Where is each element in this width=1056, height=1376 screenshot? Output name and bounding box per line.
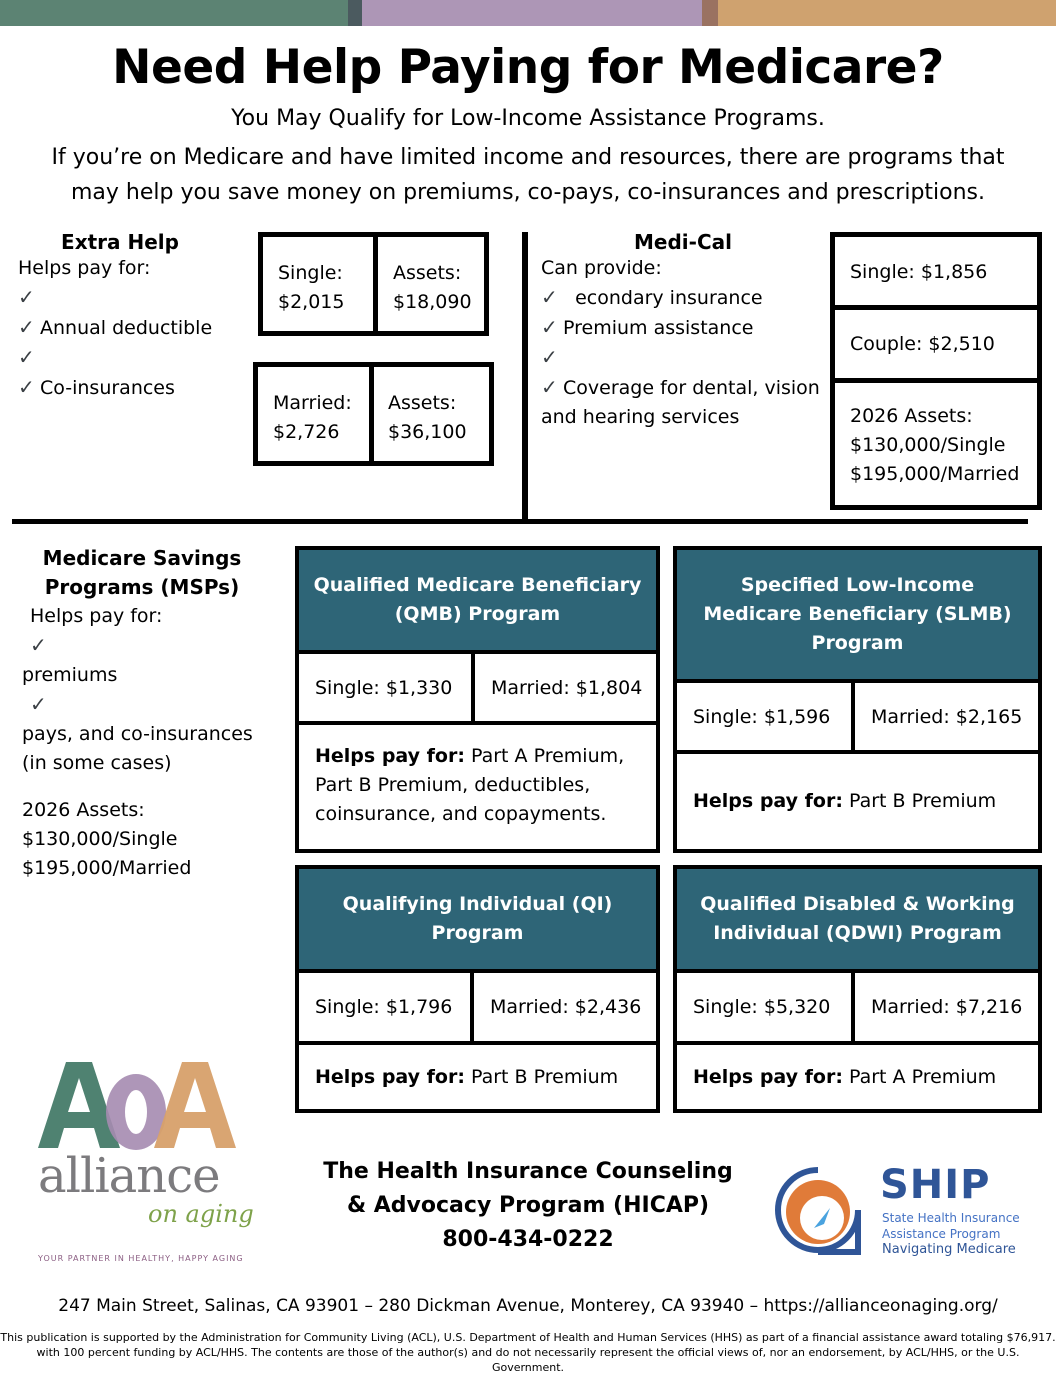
horizontal-divider [12, 519, 1028, 524]
msp-section [22, 544, 284, 883]
extra-help-single: Single: $2,015 [278, 262, 345, 313]
qmb-helps-pay-for: Helps pay for: Part A Premium, Part B Premium, deductibles, coinsurance, and copayments. [315, 744, 625, 825]
qi-program-card [295, 865, 660, 1113]
bar-green-segment [0, 0, 348, 26]
ship-tagline: Navigating Medicare [882, 1242, 1016, 1257]
hicap-phone[interactable]: 800-434-0222 [442, 1227, 614, 1252]
medi-cal-single: Single: $1,856 [850, 261, 988, 283]
slmb-income-row [677, 683, 1038, 754]
aoa-wordmark: alliance [38, 1148, 220, 1204]
msp-item: premiums [22, 664, 118, 686]
ship-compass-icon [774, 1166, 862, 1256]
qdwi-program-card [673, 865, 1042, 1113]
medi-cal-assets: 2026 Assets: $130,000/Single $195,000/Married [850, 405, 1020, 485]
msp-lead: Helps pay for: [30, 605, 163, 627]
qdwi-income-row [677, 973, 1038, 1045]
medi-cal-couple: Couple: $2,510 [850, 333, 995, 355]
slmb-helps-pay-for: Helps pay for: Part B Premium [693, 790, 997, 812]
qmb-program-card [295, 546, 660, 853]
check-icon: ✓ [18, 375, 35, 399]
ship-logo [774, 1160, 1044, 1260]
intro-line-1: If you’re on Medicare and have limited income and resources, there are programs that [51, 145, 1005, 170]
qi-married: Married: $2,436 [470, 973, 656, 1041]
extra-help-single-box [258, 232, 489, 336]
aoa-tagline: YOUR PARTNER IN HEALTHY, HAPPY AGING [38, 1254, 244, 1263]
extra-help-item: ✓ Annual deductible [18, 313, 238, 343]
vertical-divider [522, 232, 528, 520]
medi-cal-lead: Can provide: [541, 257, 662, 279]
page-subtitle: You May Qualify for Low-Income Assistance Programs. [231, 106, 825, 131]
msp-title: Medicare Savings Programs (MSPs) [42, 546, 242, 599]
ship-subtitle: State Health Insurance Assistance Program [882, 1211, 1020, 1241]
check-icon-row [22, 631, 284, 661]
msp-assets: 2026 Assets: $130,000/Single $195,000/Married [22, 799, 192, 879]
page-title: Need Help Paying for Medicare? [112, 40, 944, 95]
medi-cal-item-continuation: and hearing services [541, 406, 740, 428]
extra-help-single-assets: Assets: $18,090 [393, 262, 472, 313]
check-icon: ✓ [30, 633, 47, 657]
top-color-bar [0, 0, 1056, 26]
slmb-married: Married: $2,165 [851, 683, 1038, 750]
qdwi-helps-pay-for: Helps pay for: Part A Premium [693, 1065, 997, 1088]
extra-help-section [18, 230, 238, 403]
bar-brown-segment [702, 0, 718, 26]
slmb-single: Single: $1,596 [693, 705, 831, 728]
qi-program-title: Qualifying Individual (QI) Program [299, 869, 656, 973]
msp-item-continuation: (in some cases) [22, 752, 172, 774]
medi-cal-item [541, 343, 831, 373]
medi-cal-title: Medi-Cal [634, 230, 732, 254]
qdwi-married: Married: $7,216 [851, 973, 1038, 1041]
ship-title: SHIP [880, 1162, 991, 1208]
extra-help-lead: Helps pay for: [18, 257, 151, 279]
extra-help-item [18, 343, 238, 373]
medi-cal-section [541, 230, 831, 432]
hicap-name-line2: & Advocacy Program (HICAP) [346, 1193, 710, 1218]
aoa-letters-icon [36, 1060, 246, 1150]
extra-help-item: ✓ Co-insurances [18, 373, 238, 403]
extra-help-married-assets: Assets: $36,100 [388, 392, 467, 443]
extra-help-title: Extra Help [61, 230, 179, 254]
hicap-contact [300, 1155, 756, 1257]
bar-orange-segment [718, 0, 1056, 26]
medi-cal-item: ✓ Premium assistance [541, 313, 831, 343]
bar-slate-segment [348, 0, 362, 26]
address-line: 247 Main Street, Salinas, CA 93901 – 280 Dickman Avenue, Monterey, CA 93940 – https://allianceonaging.org/ [58, 1296, 998, 1316]
check-icon-row [22, 690, 284, 720]
check-icon: ✓ [30, 692, 47, 716]
bar-purple-segment [362, 0, 702, 26]
check-icon: ✓ [18, 315, 35, 339]
qmb-income-row [299, 654, 656, 725]
qmb-married: Married: $1,804 [471, 654, 656, 721]
check-icon: ✓ [541, 375, 558, 399]
extra-help-married: Married: $2,726 [273, 392, 352, 443]
alliance-on-aging-logo [36, 1060, 256, 1270]
qdwi-program-title: Qualified Disabled & Working Individual (QDWI) Program [677, 869, 1038, 973]
check-icon: ✓ [541, 285, 558, 309]
qmb-program-title: Qualified Medicare Beneficiary (QMB) Program [299, 550, 656, 654]
funding-disclaimer: This publication is supported by the Administration for Community Living (ACL), U.S. Department of Health and Human Services (HHS) as part of a financial assistance award totaling $76,917. with 100 percent funding by ACL/HHS. The contents are those of the author(s) and do not necessarily represent the official views of, nor an endorsement, by ACL/HHS, or the U.S. Government. [0, 1331, 1056, 1374]
extra-help-item [18, 283, 238, 313]
check-icon: ✓ [18, 345, 35, 369]
check-icon: ✓ [18, 285, 35, 309]
medi-cal-item: ✓ econdary insurance [541, 283, 831, 313]
intro-line-2: may help you save money on premiums, co-pays, co-insurances and prescriptions. [70, 180, 986, 205]
qi-helps-pay-for: Helps pay for: Part B Premium [315, 1065, 619, 1088]
check-icon: ✓ [541, 315, 558, 339]
qmb-single: Single: $1,330 [315, 676, 453, 699]
qi-income-row [299, 973, 656, 1045]
aoa-script: on aging [148, 1200, 254, 1228]
slmb-program-card [673, 546, 1042, 853]
check-icon: ✓ [541, 345, 558, 369]
extra-help-married-box [253, 362, 494, 466]
hicap-name-line1: The Health Insurance Counseling [323, 1159, 733, 1184]
intro-text [20, 140, 1036, 210]
medi-cal-item: ✓ Coverage for dental, vision [541, 373, 831, 403]
msp-item: pays, and co-insurances [22, 723, 253, 745]
medi-cal-limits-box [830, 232, 1042, 510]
slmb-program-title: Specified Low-Income Medicare Beneficiary (SLMB) Program [677, 550, 1038, 683]
qi-single: Single: $1,796 [315, 996, 453, 1018]
qdwi-single: Single: $5,320 [693, 996, 831, 1018]
